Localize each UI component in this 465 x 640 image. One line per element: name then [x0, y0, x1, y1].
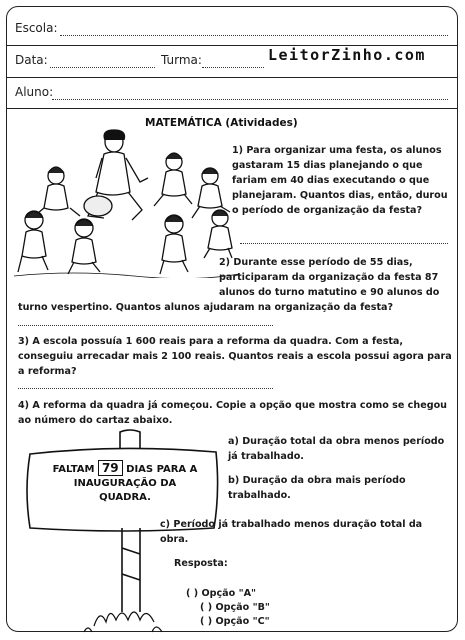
q4-line: 4) A reforma da quadra já começou. Copie a opção que mostra como se chegou [18, 400, 447, 411]
brand-logo-text: LeitorZinho.com [268, 46, 426, 64]
date-label: Data: [15, 53, 48, 67]
sign-line-2: INAUGURAÇÃO DA [73, 478, 177, 489]
q2-line: 2) Durante esse período de 55 dias, [219, 257, 413, 268]
option-c [160, 517, 422, 547]
choice-a[interactable]: ( ) Opção "A" [186, 588, 256, 599]
answer-label: Resposta: [174, 558, 228, 569]
school-field[interactable] [60, 35, 448, 36]
q1-line: fariam em 40 dias executando o que [232, 175, 430, 186]
sign-faltam: FALTAM [52, 464, 95, 475]
sign-line-1 [34, 460, 216, 477]
days-counter-box: 79 [98, 460, 123, 476]
sign-text [34, 460, 216, 505]
q1-line: 1) Para organizar uma festa, os alunos [232, 145, 442, 156]
header-divider-3 [7, 108, 458, 109]
option-a-line: já trabalhado. [228, 451, 304, 462]
q2-line: participaram da organização da festa 87 [219, 272, 439, 283]
q3-line: conseguiu arrecadar mais 2 100 reais. Quantos reais a escola possui agora para [18, 351, 452, 362]
question-2-bottom [18, 300, 393, 315]
class-label: Turma: [161, 53, 202, 67]
student-label: Aluno: [15, 85, 54, 99]
q3-line: a reforma? [18, 366, 77, 377]
q4-line: ao número do cartaz abaixo. [18, 415, 173, 426]
question-4 [18, 398, 447, 428]
question-3 [18, 334, 452, 379]
choice-c[interactable]: ( ) Opção "C" [200, 616, 270, 627]
q2-line: alunos do turno matutino e 90 alunos do [219, 287, 440, 298]
question-2-top [219, 255, 439, 300]
q2-line: turno vespertino. Quantos alunos ajudaram na organização da festa? [18, 302, 394, 313]
student-field[interactable] [52, 99, 448, 100]
worksheet-title: MATEMÁTICA (Atividades) [145, 117, 298, 129]
option-b-line: trabalhado. [228, 490, 291, 501]
school-label: Escola: [15, 21, 58, 35]
q1-line: planejaram. Quantos dias, então, durou [232, 190, 448, 201]
option-b-line: b) Duração da obra mais período [228, 475, 406, 486]
option-b [228, 473, 406, 503]
sign-dias: DIAS PARA A [126, 464, 198, 475]
q3-line: 3) A escola possuía 1 600 reais para a reforma da quadra. Com a festa, [18, 336, 404, 347]
option-c-line: c) Período já trabalhado menos duração total da [160, 519, 423, 530]
teacher-children-illustration [14, 128, 239, 278]
q3-answer-line[interactable] [18, 388, 273, 389]
header-divider-2 [7, 77, 458, 78]
q1-line: gastaram 15 dias planejando o que [232, 160, 423, 171]
q2-answer-line[interactable] [18, 325, 273, 326]
q1-line: o período de organização da festa? [232, 205, 423, 216]
option-a [228, 434, 444, 464]
sign-line-3: QUADRA. [99, 492, 151, 503]
choice-b[interactable]: ( ) Opção "B" [200, 602, 270, 613]
question-1 [232, 143, 448, 218]
class-field[interactable] [202, 67, 264, 68]
q1-answer-line[interactable] [240, 243, 448, 244]
option-a-line: a) Duração total da obra menos período [228, 436, 445, 447]
date-field[interactable] [50, 67, 155, 68]
option-c-line: obra. [160, 534, 189, 545]
